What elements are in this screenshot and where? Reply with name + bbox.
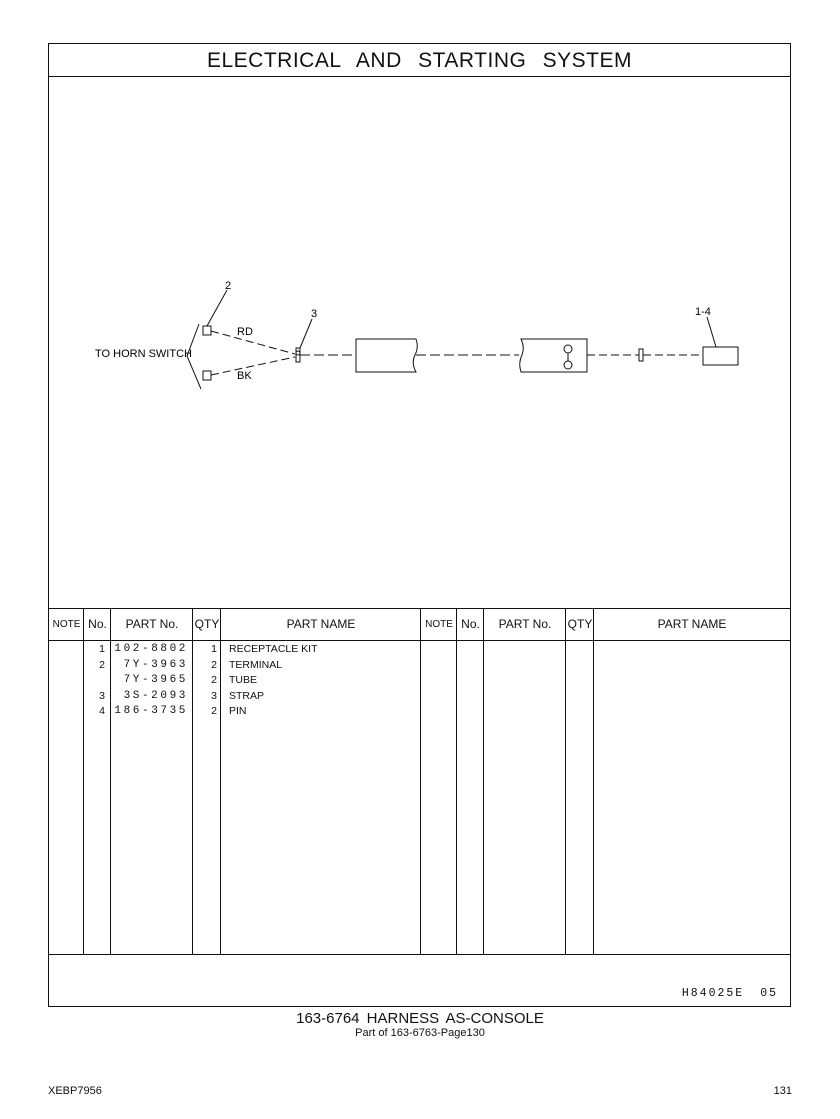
pin bbox=[639, 349, 643, 361]
terminal-bk bbox=[203, 371, 211, 380]
wire-rd-label: RD bbox=[237, 326, 253, 338]
row-part-no: 186-3735 bbox=[114, 705, 188, 717]
row-qty: 2 bbox=[211, 658, 217, 671]
illustration-rev: 05 bbox=[760, 987, 778, 1000]
horn-switch-label: TO HORN SWITCH bbox=[95, 348, 192, 360]
header-qty: QTY bbox=[194, 617, 220, 631]
footer-subtitle: Part of 163-6763-Page130 bbox=[355, 1027, 485, 1039]
page-number: 131 bbox=[773, 1085, 792, 1097]
row-no: 2 bbox=[99, 658, 105, 671]
row-part-no: 7Y-3963 bbox=[123, 658, 188, 671]
header-note: NOTE bbox=[52, 619, 81, 630]
leader-3 bbox=[300, 319, 312, 348]
wire-rd bbox=[211, 331, 295, 354]
header-qty-right: QTY bbox=[567, 617, 593, 631]
document-id: XEBP7956 bbox=[48, 1085, 102, 1097]
terminal-rd bbox=[203, 326, 211, 335]
header-part-no: PART No. bbox=[125, 617, 179, 631]
harness-drawing bbox=[49, 77, 790, 608]
header-no: No. bbox=[88, 617, 107, 631]
leader-1-4 bbox=[707, 317, 716, 347]
header-note-right: NOTE bbox=[425, 619, 453, 630]
callout-3: 3 bbox=[311, 308, 318, 320]
end-connector bbox=[703, 347, 738, 365]
wire-bk bbox=[211, 357, 295, 375]
header-divider bbox=[49, 640, 790, 641]
illustration-code: H84025E bbox=[681, 987, 745, 1000]
col-note-right bbox=[421, 609, 457, 954]
wire-bk-label: BK bbox=[237, 370, 252, 382]
leader-2 bbox=[207, 290, 227, 326]
row-no: 4 bbox=[99, 705, 105, 717]
col-note-left bbox=[49, 609, 84, 954]
header-part-name: PART NAME bbox=[286, 617, 356, 631]
row-part-name: TERMINAL bbox=[229, 658, 283, 671]
harness-diagram bbox=[49, 77, 790, 608]
col-qty-right bbox=[566, 609, 594, 954]
harness-tube bbox=[356, 339, 417, 372]
row-part-name: TUBE bbox=[229, 674, 258, 686]
footer-title: 163-6764 HARNESS AS-CONSOLE bbox=[296, 1010, 544, 1027]
row-no: 1 bbox=[99, 643, 105, 655]
row-no: 3 bbox=[99, 689, 105, 702]
row-qty: 2 bbox=[211, 705, 217, 717]
receptacle bbox=[520, 339, 587, 372]
callout-1-4: 1-4 bbox=[695, 306, 711, 318]
row-part-no: 7Y-3965 bbox=[123, 674, 188, 686]
parts-table bbox=[49, 608, 790, 955]
page-frame bbox=[48, 43, 791, 1007]
illustration-reference bbox=[682, 987, 778, 1000]
col-part-no-right bbox=[484, 609, 566, 954]
callout-2: 2 bbox=[225, 280, 232, 292]
header-part-no-right: PART No. bbox=[498, 617, 552, 631]
row-part-name: RECEPTACLE KIT bbox=[229, 643, 318, 655]
row-no bbox=[84, 673, 105, 689]
row-part-no: 3S-2093 bbox=[123, 689, 188, 702]
row-qty: 1 bbox=[211, 643, 217, 655]
row-qty: 2 bbox=[211, 674, 217, 686]
header-part-name-right: PART NAME bbox=[657, 617, 727, 631]
row-part-name: PIN bbox=[229, 705, 247, 717]
row-part-no: 102-8802 bbox=[114, 643, 188, 655]
row-qty: 3 bbox=[211, 689, 217, 702]
header-no-right: No. bbox=[461, 617, 480, 631]
col-no-right bbox=[457, 609, 484, 954]
section-title: ELECTRICAL AND STARTING SYSTEM bbox=[49, 44, 790, 77]
row-part-name: STRAP bbox=[229, 689, 265, 702]
